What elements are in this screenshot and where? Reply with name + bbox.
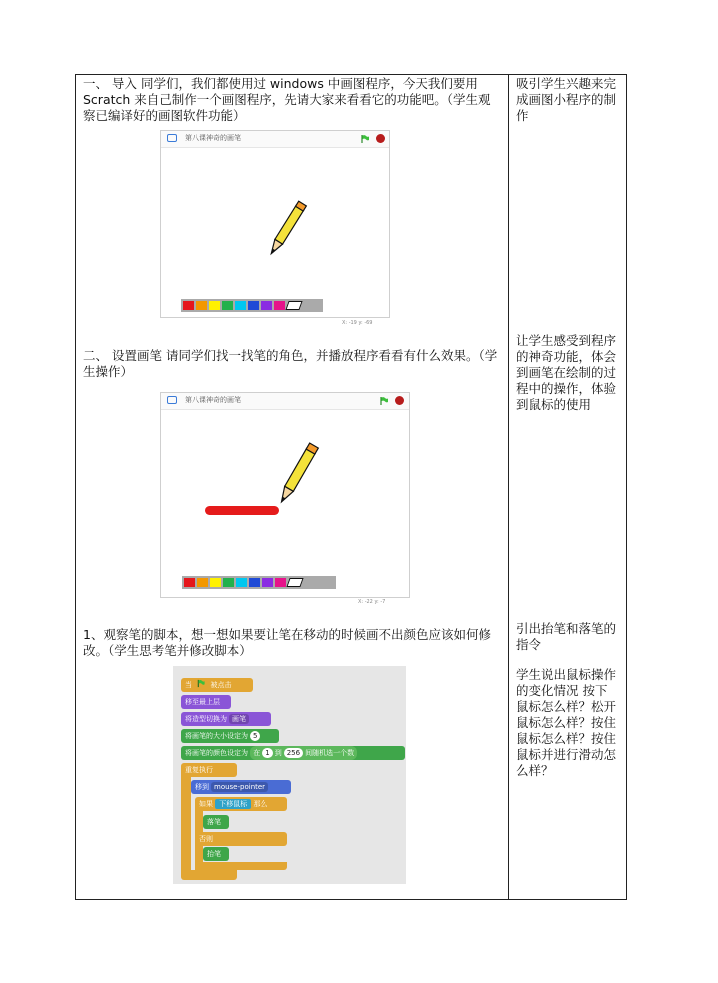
pen-down-block[interactable]: 落笔 bbox=[203, 815, 229, 829]
forever-block[interactable]: 重复执行 bbox=[181, 763, 237, 777]
stage-toolbar bbox=[161, 131, 389, 148]
stage-preview-1 bbox=[160, 130, 390, 318]
color-swatch[interactable] bbox=[274, 301, 285, 310]
color-swatch[interactable] bbox=[275, 578, 286, 587]
forever-block-foot bbox=[181, 870, 237, 880]
stop-icon[interactable] bbox=[376, 134, 385, 143]
set-pen-color-label: 将画笔的颜色设定为 bbox=[185, 749, 248, 757]
else-label: 否则 bbox=[195, 832, 287, 846]
color-palette bbox=[182, 576, 336, 589]
intro-text: 一、 导入 同学们，我们都使用过 windows 中画图程序，今天我们要用 Scratch 来自己制作一个画图程序，先请大家来看看它的功能吧。（学生观察已编译好的画图软件功能） bbox=[83, 76, 491, 123]
color-swatch[interactable] bbox=[222, 301, 233, 310]
go-to-front-block[interactable]: 移至最上层 bbox=[181, 695, 231, 709]
switch-costume-block[interactable] bbox=[181, 712, 271, 726]
color-swatch[interactable] bbox=[184, 578, 195, 587]
random-min-input[interactable]: 1 bbox=[262, 748, 272, 758]
mouse-down-condition[interactable]: 下移鼠标 bbox=[215, 799, 251, 809]
column-divider bbox=[508, 75, 509, 899]
color-swatch[interactable] bbox=[236, 578, 247, 587]
color-swatch[interactable] bbox=[262, 578, 273, 587]
eraser-icon[interactable] bbox=[285, 301, 302, 310]
green-flag-icon[interactable] bbox=[379, 396, 389, 406]
color-swatch[interactable] bbox=[197, 578, 208, 587]
when-label: 当 bbox=[185, 681, 192, 689]
setup-purpose: 让学生感受到程序的神奇功能，体会到画笔在绘制的过程中的操作，体验到鼠标的使用 bbox=[516, 333, 617, 412]
costume-dropdown[interactable]: 画笔 bbox=[229, 714, 249, 724]
pencil-sprite-icon bbox=[261, 196, 311, 266]
drawn-red-stroke bbox=[205, 506, 279, 515]
pencil-sprite-icon bbox=[269, 437, 325, 513]
stage-title: 第八课神奇的画笔 bbox=[185, 396, 241, 404]
random-max-input[interactable]: 256 bbox=[284, 748, 303, 758]
color-swatch[interactable] bbox=[261, 301, 272, 310]
setup-text: 二、 设置画笔 请同学们找一找笔的角色，并播放程序看看有什么效果。（学生操作） bbox=[83, 348, 498, 379]
stage-toolbar bbox=[161, 393, 409, 410]
clicked-label: 被点击 bbox=[210, 681, 232, 689]
color-swatch[interactable] bbox=[235, 301, 246, 310]
green-flag-icon bbox=[196, 679, 206, 688]
switch-costume-label: 将造型切换为 bbox=[185, 715, 227, 723]
if-block-foot bbox=[195, 862, 287, 870]
set-pen-size-block[interactable] bbox=[181, 729, 279, 743]
random-suffix-label: 间随机选一个数 bbox=[305, 749, 355, 757]
set-pen-color-block[interactable] bbox=[181, 746, 405, 760]
stage-coords: X: -22 y: -7 bbox=[358, 599, 386, 605]
when-flag-block[interactable] bbox=[181, 678, 253, 692]
color-swatch[interactable] bbox=[210, 578, 221, 587]
fullscreen-icon[interactable] bbox=[167, 396, 177, 404]
pen-size-input[interactable]: 5 bbox=[250, 731, 260, 741]
random-to-label: 到 bbox=[274, 749, 282, 757]
stage-coords: X: -19 y: -69 bbox=[342, 320, 373, 326]
then-label: 那么 bbox=[253, 800, 268, 808]
observe-purpose: 引出抬笔和落笔的指令 bbox=[516, 621, 617, 652]
stop-icon[interactable] bbox=[395, 396, 404, 405]
color-swatch[interactable] bbox=[223, 578, 234, 587]
observe-notes: 学生说出鼠标操作的变化情况 按下鼠标怎么样？松开鼠标怎么样？按住鼠标怎么样？按住鼠标并进行滑动怎么样？ bbox=[516, 667, 617, 778]
script-area bbox=[173, 666, 406, 884]
stage-preview-2 bbox=[160, 392, 410, 598]
set-pen-size-label: 将画笔的大小设定为 bbox=[185, 732, 248, 740]
color-swatch[interactable] bbox=[209, 301, 220, 310]
fullscreen-icon[interactable] bbox=[167, 134, 177, 142]
if-label: 如果 bbox=[199, 800, 213, 808]
color-swatch[interactable] bbox=[248, 301, 259, 310]
color-swatch[interactable] bbox=[196, 301, 207, 310]
intro-purpose: 吸引学生兴趣来完成画图小程序的制作 bbox=[516, 76, 617, 123]
observe-text: 1、观察笔的脚本，想一想如果要让笔在移动的时候画不出颜色应该如何修改。（学生思考笔并修改脚本） bbox=[83, 627, 491, 658]
go-to-block[interactable] bbox=[191, 780, 291, 794]
color-palette bbox=[181, 299, 323, 312]
random-pick-block[interactable] bbox=[250, 746, 357, 760]
go-to-dropdown[interactable]: mouse-pointer bbox=[211, 782, 268, 792]
go-to-label: 移到 bbox=[195, 783, 209, 791]
forever-block-arm bbox=[181, 774, 191, 876]
color-swatch[interactable] bbox=[249, 578, 260, 587]
if-else-block[interactable] bbox=[195, 797, 287, 811]
stage-title: 第八课神奇的画笔 bbox=[185, 134, 241, 142]
pen-up-block[interactable]: 抬笔 bbox=[203, 847, 229, 861]
color-swatch[interactable] bbox=[183, 301, 194, 310]
green-flag-icon[interactable] bbox=[360, 134, 370, 144]
random-from-label: 在 bbox=[253, 749, 261, 757]
eraser-icon[interactable] bbox=[286, 578, 303, 587]
